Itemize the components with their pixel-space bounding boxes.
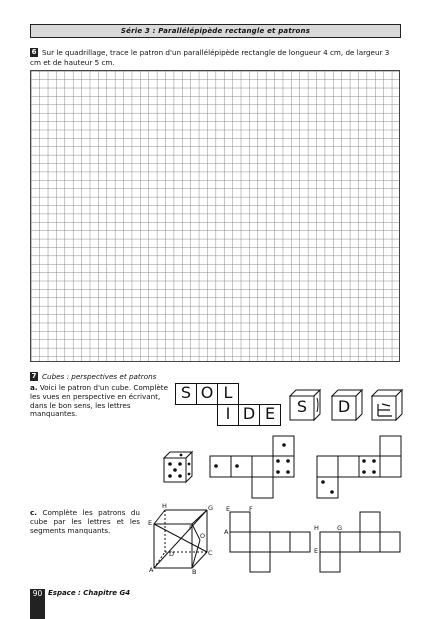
cube-net-c-1 [228,512,313,576]
net-1-label-a: A [224,528,229,536]
labelled-cube [145,500,220,580]
dice-net-2 [315,436,407,500]
vertex-e-label: E [148,519,153,527]
drawing-grid[interactable] [30,70,400,362]
part-a-instruction [30,384,170,419]
dice-cube [160,450,200,486]
net-2-label-g: G [337,524,343,532]
net-cell-o: O [196,383,218,405]
net-2-label-h: H [314,524,319,532]
series-header: Série 3 : Parallélépipède rectangle et patrons [30,24,401,38]
exercise-7-title-text: Cubes : perspectives et patrons [42,372,157,381]
vertex-g-label: G [208,504,214,512]
part-c-instruction [30,509,140,535]
perspective-cube-3 [370,388,410,422]
vertex-f-label: F [189,524,193,532]
exercise-6-instruction [30,48,402,67]
net-cell-l: L [217,383,239,405]
net-cell-s: S [175,383,197,405]
part-c-label: c. [30,508,37,517]
vertex-h-label: H [162,502,167,510]
vertex-b-label: B [192,568,197,576]
cube-net-c-2 [318,510,403,574]
cube-1-front-letter: S [296,397,308,416]
net-cell-i: I [217,404,239,426]
net-cell-d: D [238,404,260,426]
vertex-c-label: C [208,549,213,557]
part-a-label: a. [30,383,38,392]
vertex-a-label: A [149,566,154,574]
vertex-d-label: D [169,550,175,558]
page-number: 90 [30,589,45,619]
net-1-label-e: E [226,505,231,513]
net-1-label-f: F [249,505,253,513]
chapter-footer: Espace : Chapitre G4 [48,589,131,597]
exercise-7-number: 7 [31,372,37,380]
part-a-text: Voici le patron d'un cube. Complète les vues en perspective en écrivant, dans le bon sens, les lettres manquantes. [30,383,169,419]
exercise-6-number: 6 [31,48,37,56]
vertex-o-label: O [200,532,206,540]
cube-2-front-letter: D [337,397,351,416]
exercise-6-text: Sur le quadrillage, trace le patron d'un parallélépipède rectangle de longueur 4 cm, de largeur 3 cm et de hauteur 5 cm. [30,48,390,67]
net-cell-e: E [259,404,281,426]
part-c-text: Complète les patrons du cube par les lettres et les segments manquants. [30,508,140,535]
exercise-7-title [30,372,156,381]
dice-net-1 [208,436,300,500]
net-2-label-e: E [314,547,319,555]
